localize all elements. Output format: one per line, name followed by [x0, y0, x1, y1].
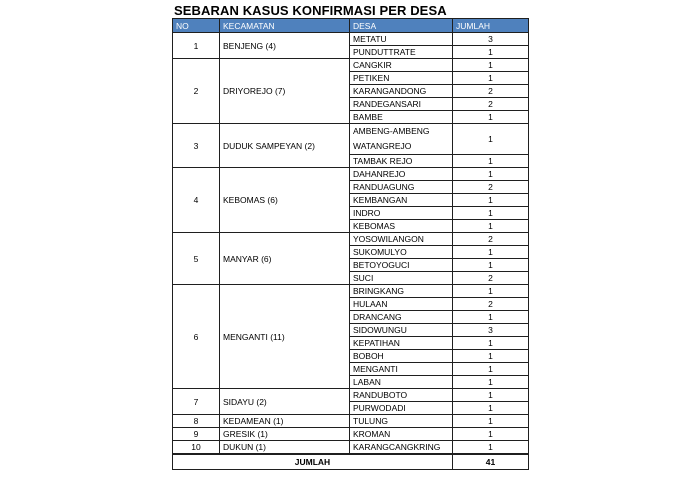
jumlah-cell: 1 [453, 168, 529, 181]
desa-cell: BAMBE [350, 111, 453, 124]
jumlah-cell: 1 [453, 246, 529, 259]
desa-cell: KARANGCANGKRING [350, 441, 453, 455]
table-row [173, 415, 529, 428]
row-number: 7 [173, 389, 220, 415]
row-number: 10 [173, 441, 220, 455]
jumlah-cell: 2 [453, 181, 529, 194]
jumlah-cell: 1 [453, 207, 529, 220]
kecamatan-cell: DUKUN (1) [220, 441, 350, 455]
desa-cell: PURWODADI [350, 402, 453, 415]
jumlah-cell: 1 [453, 428, 529, 441]
jumlah-cell: 2 [453, 98, 529, 111]
desa-cell: TULUNG [350, 415, 453, 428]
desa-cell: RANDUBOTO [350, 389, 453, 402]
total-label: JUMLAH [173, 454, 453, 470]
jumlah-cell: 1 [453, 259, 529, 272]
desa-cell: LABAN [350, 376, 453, 389]
jumlah-cell: 1 [453, 415, 529, 428]
table-row [173, 233, 529, 246]
row-number: 2 [173, 59, 220, 124]
desa-cell: KEPATIHAN [350, 337, 453, 350]
table-row [173, 124, 529, 155]
jumlah-cell: 2 [453, 298, 529, 311]
desa-cell: PUNDUTTRATE [350, 46, 453, 59]
row-number: 4 [173, 168, 220, 233]
desa-cell: INDRO [350, 207, 453, 220]
header-jumlah: JUMLAH [453, 19, 529, 33]
desa-cell: RANDUAGUNG [350, 181, 453, 194]
kecamatan-cell: DRIYOREJO (7) [220, 59, 350, 124]
desa-cell: DAHANREJO [350, 168, 453, 181]
desa-cell: BRINGKANG [350, 285, 453, 298]
jumlah-cell: 2 [453, 85, 529, 98]
desa-cell: YOSOWILANGON [350, 233, 453, 246]
desa-cell: RANDEGANSARI [350, 98, 453, 111]
desa-cell: METATU [350, 33, 453, 46]
row-number: 5 [173, 233, 220, 285]
cases-table [172, 18, 529, 470]
jumlah-cell: 1 [453, 72, 529, 85]
jumlah-cell: 1 [453, 46, 529, 59]
desa-cell: CANGKIR [350, 59, 453, 72]
jumlah-cell: 1 [453, 124, 529, 155]
table-body [173, 33, 529, 455]
jumlah-cell: 1 [453, 285, 529, 298]
row-number: 9 [173, 428, 220, 441]
row-number: 8 [173, 415, 220, 428]
row-number: 1 [173, 33, 220, 59]
jumlah-cell: 3 [453, 324, 529, 337]
desa-cell: SIDOWUNGU [350, 324, 453, 337]
desa-cell: KROMAN [350, 428, 453, 441]
total-value: 41 [453, 454, 529, 470]
header-no: NO [173, 19, 220, 33]
table-row [173, 59, 529, 72]
jumlah-cell: 1 [453, 311, 529, 324]
desa-cell: BOBOH [350, 350, 453, 363]
header-desa: DESA [350, 19, 453, 33]
row-number: 3 [173, 124, 220, 168]
jumlah-cell: 1 [453, 155, 529, 168]
jumlah-cell: 2 [453, 233, 529, 246]
table-header-row [173, 19, 529, 33]
kecamatan-cell: MENGANTI (11) [220, 285, 350, 389]
jumlah-cell: 1 [453, 337, 529, 350]
jumlah-cell: 1 [453, 111, 529, 124]
desa-cell: KEMBANGAN [350, 194, 453, 207]
jumlah-cell: 1 [453, 441, 529, 455]
jumlah-cell: 1 [453, 363, 529, 376]
row-number: 6 [173, 285, 220, 389]
jumlah-cell: 3 [453, 33, 529, 46]
jumlah-cell: 2 [453, 272, 529, 285]
desa-cell: SUCI [350, 272, 453, 285]
table-row [173, 389, 529, 402]
jumlah-cell: 1 [453, 194, 529, 207]
desa-cell: DRANCANG [350, 311, 453, 324]
kecamatan-cell: GRESIK (1) [220, 428, 350, 441]
jumlah-cell: 1 [453, 350, 529, 363]
desa-cell: KEBOMAS [350, 220, 453, 233]
jumlah-cell: 1 [453, 389, 529, 402]
jumlah-cell: 1 [453, 59, 529, 72]
kecamatan-cell: DUDUK SAMPEYAN (2) [220, 124, 350, 168]
table-row [173, 33, 529, 46]
desa-cell: SUKOMULYO [350, 246, 453, 259]
total-row [173, 454, 529, 470]
kecamatan-cell: KEBOMAS (6) [220, 168, 350, 233]
kecamatan-cell: MANYAR (6) [220, 233, 350, 285]
kecamatan-cell: BENJENG (4) [220, 33, 350, 59]
desa-cell: HULAAN [350, 298, 453, 311]
table-row [173, 441, 529, 455]
page-title: SEBARAN KASUS KONFIRMASI PER DESA [174, 3, 447, 18]
jumlah-cell: 1 [453, 376, 529, 389]
desa-cell: KARANGANDONG [350, 85, 453, 98]
table-row [173, 428, 529, 441]
jumlah-cell: 1 [453, 220, 529, 233]
table-row [173, 285, 529, 298]
desa-cell: PETIKEN [350, 72, 453, 85]
desa-cell: AMBENG-AMBENG WATANGREJO [350, 124, 453, 155]
desa-cell: BETOYOGUCI [350, 259, 453, 272]
desa-cell: MENGANTI [350, 363, 453, 376]
table-row [173, 168, 529, 181]
desa-cell: TAMBAK REJO [350, 155, 453, 168]
jumlah-cell: 1 [453, 402, 529, 415]
kecamatan-cell: KEDAMEAN (1) [220, 415, 350, 428]
header-kecamatan: KECAMATAN [220, 19, 350, 33]
kecamatan-cell: SIDAYU (2) [220, 389, 350, 415]
